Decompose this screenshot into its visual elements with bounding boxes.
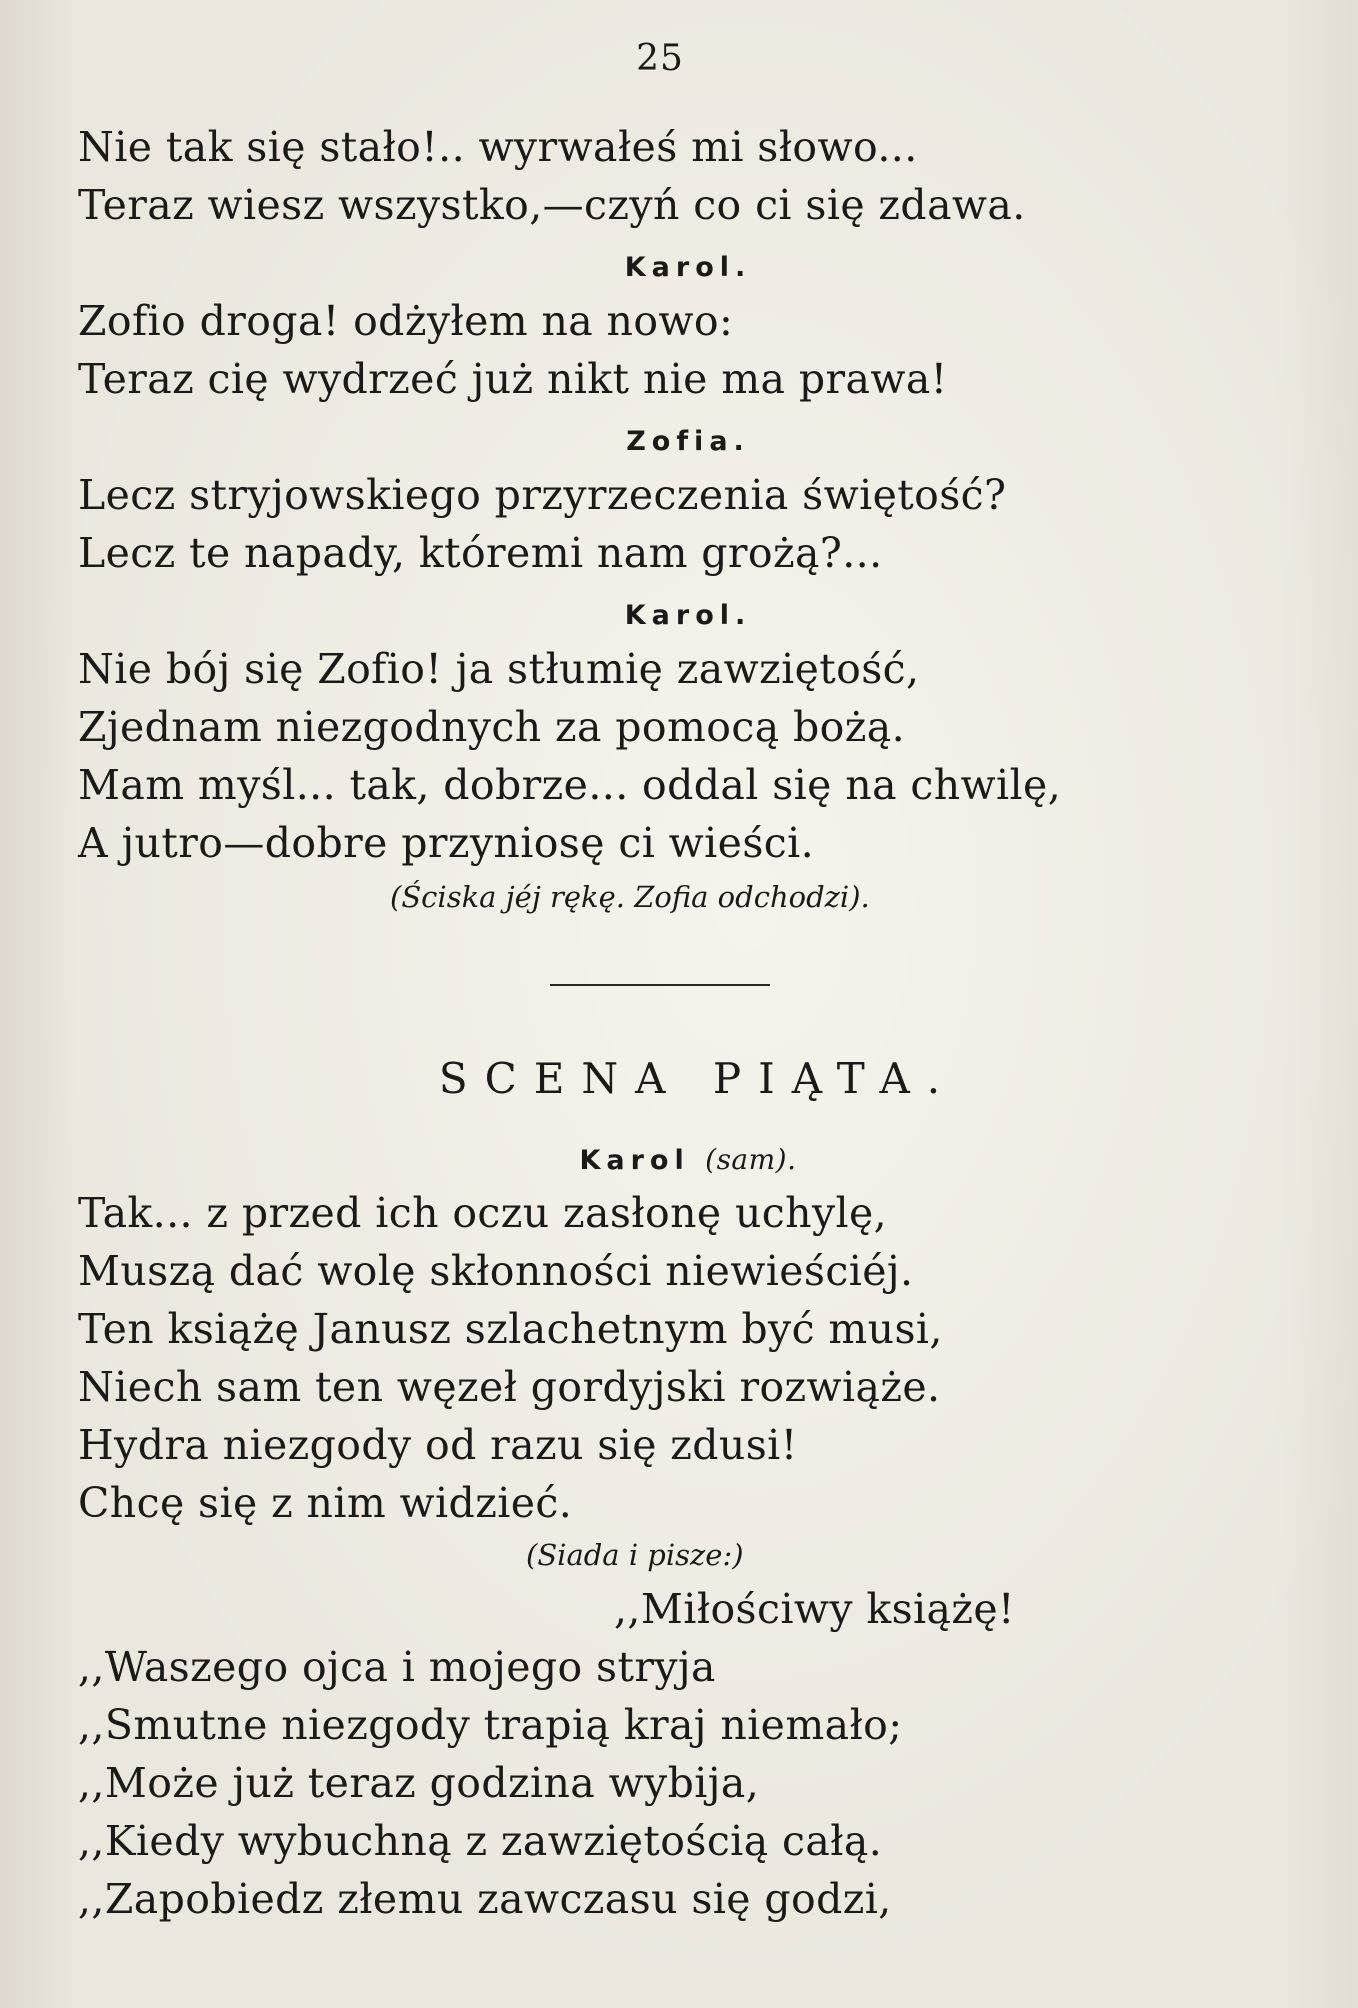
section-divider [78, 930, 1258, 1044]
letter-line: ,,Smutne niezgody trapią kraj niemało; [78, 1701, 903, 1749]
stage-direction: (Siada i pisze:) [526, 1538, 744, 1572]
speaker-heading [78, 1126, 1258, 1184]
verse-line: Chcę się z nim widzieć. [78, 1479, 573, 1527]
verse-line: A jutro—dobre przyniosę ci wieści. [78, 819, 815, 867]
verse-line: Lecz stryjowskiego przyrzeczenia świętość? [78, 471, 1007, 519]
verse-line: Zofio droga! odżyłem na nowo: [78, 297, 734, 345]
verse-line: Zjednam niezgodnych za pomocą bożą. [78, 703, 906, 751]
speaker-name: Karol [579, 1145, 690, 1176]
letter-line: ,,Miłościwy książę! [614, 1585, 1015, 1633]
verse-line: Mam myśl... tak, dobrze... oddal się na chwilę, [78, 761, 1062, 809]
verse-line: Teraz cię wydrzeć już nikt nie ma prawa! [78, 355, 948, 403]
speaker-name: Karol. [624, 600, 752, 631]
letter-line: ,,Zapobiedz złemu zawczasu się godzi, [78, 1875, 892, 1923]
verse-line: Muszą dać wolę skłonności niewieściéj. [78, 1247, 914, 1295]
letter-line: ,,Kiedy wybuchną z zawziętością całą. [78, 1817, 883, 1865]
speaker-name: Zofia. [626, 426, 750, 457]
speaker-note: (sam). [705, 1143, 797, 1176]
divider-rule [550, 984, 770, 986]
verse-line: Nie tak się stało!.. wyrwałeś mi słowo... [78, 123, 918, 171]
verse-line: Lecz te napady, któremi nam grożą?... [78, 529, 883, 577]
stage-direction: (Ściska jéj rękę. Zofia odchodzi). [390, 880, 870, 914]
verse-line: Nie bój się Zofio! ja stłumię zawziętość, [78, 645, 920, 693]
verse-line: Hydra niezgody od razu się zdusi! [78, 1421, 798, 1469]
letter-line: ,,Waszego ojca i mojego stryja [78, 1643, 716, 1691]
page-number: 25 [636, 38, 684, 79]
verse-line: Tak... z przed ich oczu zasłonę uchylę, [78, 1189, 888, 1237]
speaker-name: Karol. [624, 252, 752, 283]
page-text [78, 118, 1258, 1928]
letter-line: ,,Może już teraz godzina wybija, [78, 1759, 760, 1807]
scene-title: SCENA PIĄTA. [438, 1054, 958, 1103]
verse-line: Teraz wiesz wszystko,—czyń co ci się zdawa. [78, 181, 1026, 229]
verse-line: Niech sam ten węzeł gordyjski rozwiąże. [78, 1363, 941, 1411]
verse-line: Ten książę Janusz szlachetnym być musi, [78, 1305, 943, 1353]
